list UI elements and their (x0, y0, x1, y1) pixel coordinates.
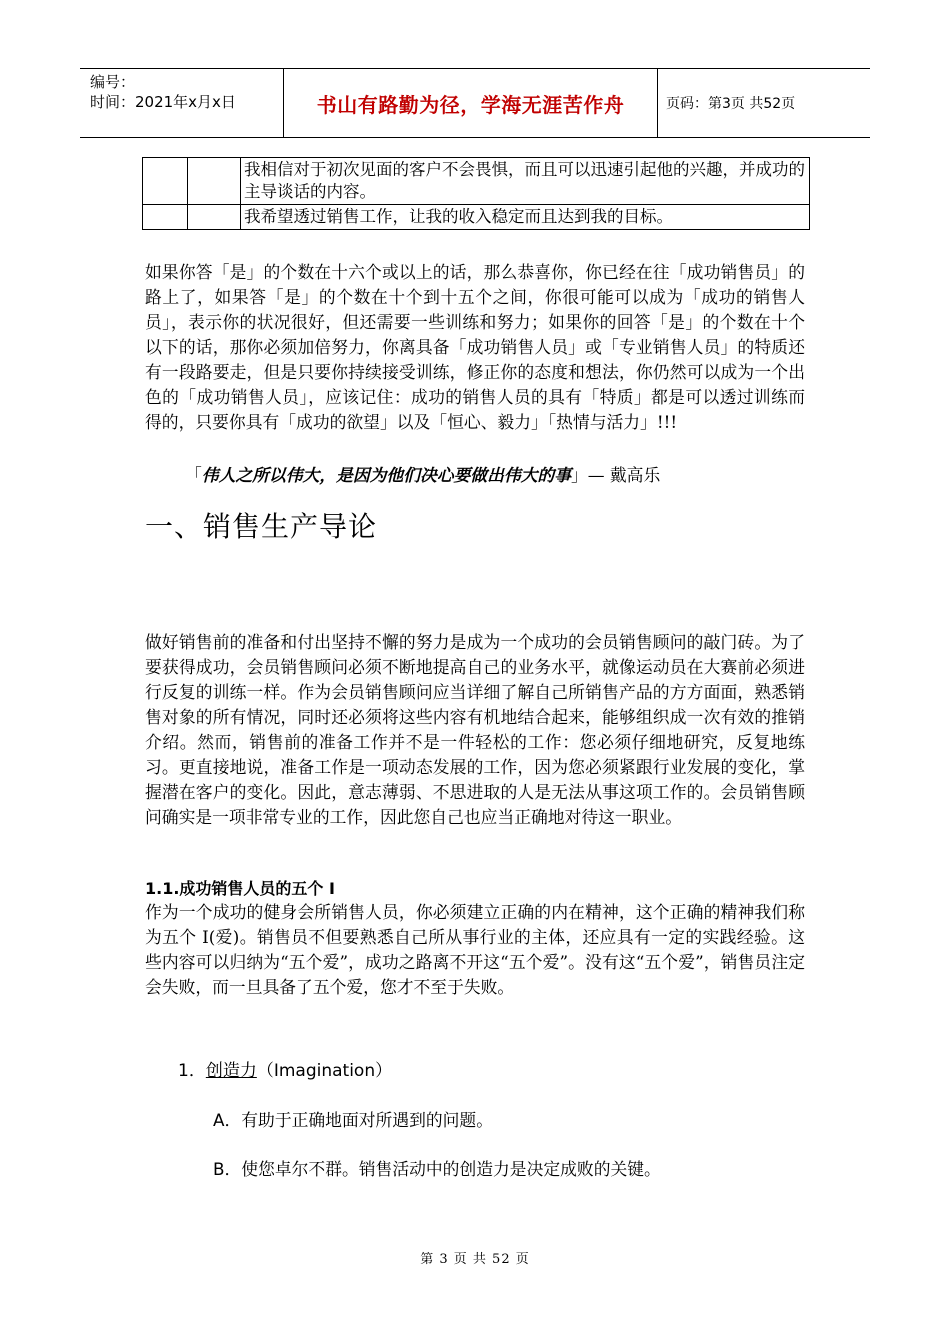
quote-close: 」— 戴高乐 (571, 465, 661, 485)
question-text: 我相信对于初次见面的客户不会畏惧，而且可以迅速引起他的兴趣，并成功的主导谈话的内容。 (241, 158, 810, 205)
header-page-info: 页码：第3页 共52页 (666, 96, 796, 112)
subitem-text: 有助于正确地面对所遇到的问题。 (241, 1110, 493, 1130)
header-motto: 书山有路勤为径，学海无涯苦作舟 (316, 92, 625, 117)
header-page-cell (658, 69, 870, 137)
table-row (143, 158, 810, 205)
chapter-title: 一、销售生产导论 (145, 510, 378, 543)
quote-text: 伟人之所以伟大，是因为他们决心要做出伟大的事 (201, 465, 571, 485)
quote-open: 「 (185, 465, 202, 485)
page-header (80, 68, 870, 138)
header-date-label: 时间：2021年x月x日 (90, 93, 236, 111)
quote-line (185, 462, 660, 486)
list-subitem (213, 1156, 661, 1180)
intro-paragraph: 做好销售前的准备和付出坚持不懈的努力是成为一个成功的会员销售顾问的敲门砖。为了要获得成功，会员销售顾问必须不断地提高自己的业务水平，就像运动员在大赛前必须进行反复的训练一样。作为会员销售顾问应当详细了解自己所销售产品的方方面面，熟悉销售对象的所有情况，同时还必须将这些内容有机地结合起来，能够组织成一次有效的推销介绍。然而，销售前的准备工作并不是一件轻松的工作：您必须仔细地研究，反复地练习。更直接地说，准备工作是一项动态发展的工作，因为您必须紧跟行业发展的变化，掌握潜在客户的变化。因此，意志薄弱、不思进取的人是无法从事这项工作的。会员销售顾问确实是一项非常专业的工作，因此您自己也应当正确地对待这一职业。 (145, 632, 805, 827)
header-motto-cell (284, 69, 658, 137)
header-meta-cell (80, 69, 284, 137)
questionnaire-table (142, 157, 810, 230)
result-paragraph: 如果你答「是」的个数在十六个或以上的话，那么恭喜你，你已经在往「成功销售员」的路上了，如果答「是」的个数在十个到十五个之间，你很可能可以成为「成功的销售人员」，表示你的状况很好，但还需要一些训练和努力；如果你的回答「是」的个数在十个以下的话，那你必须加倍努力，你离具备「成功销售人员」或「专业销售人员」的特质还有一段路要走，但是只要你持续接受训练，修正你的态度和想法，你仍然可以成为一个出色的「成功销售人员」，应该记住：成功的销售人员的具有「特质」都是可以透过训练而得的，只要你具有「成功的欲望」以及「恒心、毅力」「热情与活力」!!! (145, 262, 805, 432)
header-number-label: 编号： (90, 73, 136, 91)
subitem-text: 使您卓尔不群。销售活动中的创造力是决定成败的关键。 (241, 1159, 661, 1179)
subitem-letter: A． (213, 1110, 242, 1130)
list-term: 创造力 (205, 1061, 257, 1081)
list-english: （Imagination） (256, 1061, 393, 1081)
subitem-letter: B． (213, 1159, 242, 1179)
section-title: 1.1.成功销售人员的五个 I (145, 879, 335, 898)
list-number: 1． (178, 1061, 206, 1081)
list-item (178, 1056, 392, 1081)
table-row (143, 205, 810, 230)
answer-box-yes (143, 205, 188, 230)
answer-box-no (188, 158, 241, 205)
answer-box-yes (143, 158, 188, 205)
page-footer: 第 3 页 共 52 页 (420, 1252, 530, 1267)
list-subitem (213, 1107, 493, 1131)
question-text: 我希望透过销售工作，让我的收入稳定而且达到我的目标。 (241, 205, 810, 230)
section-paragraph: 作为一个成功的健身会所销售人员，你必须建立正确的内在精神，这个正确的精神我们称为五个 I(爱)。销售员不但要熟悉自己所从事行业的主体，还应具有一定的实践经验。这些内容可以归纳为“五个爱”，成功之路离不开这“五个爱”。没有这“五个爱”，销售员注定会失败，而一旦具备了五个爱，您才不至于失败。 (145, 902, 805, 997)
answer-box-no (188, 205, 241, 230)
